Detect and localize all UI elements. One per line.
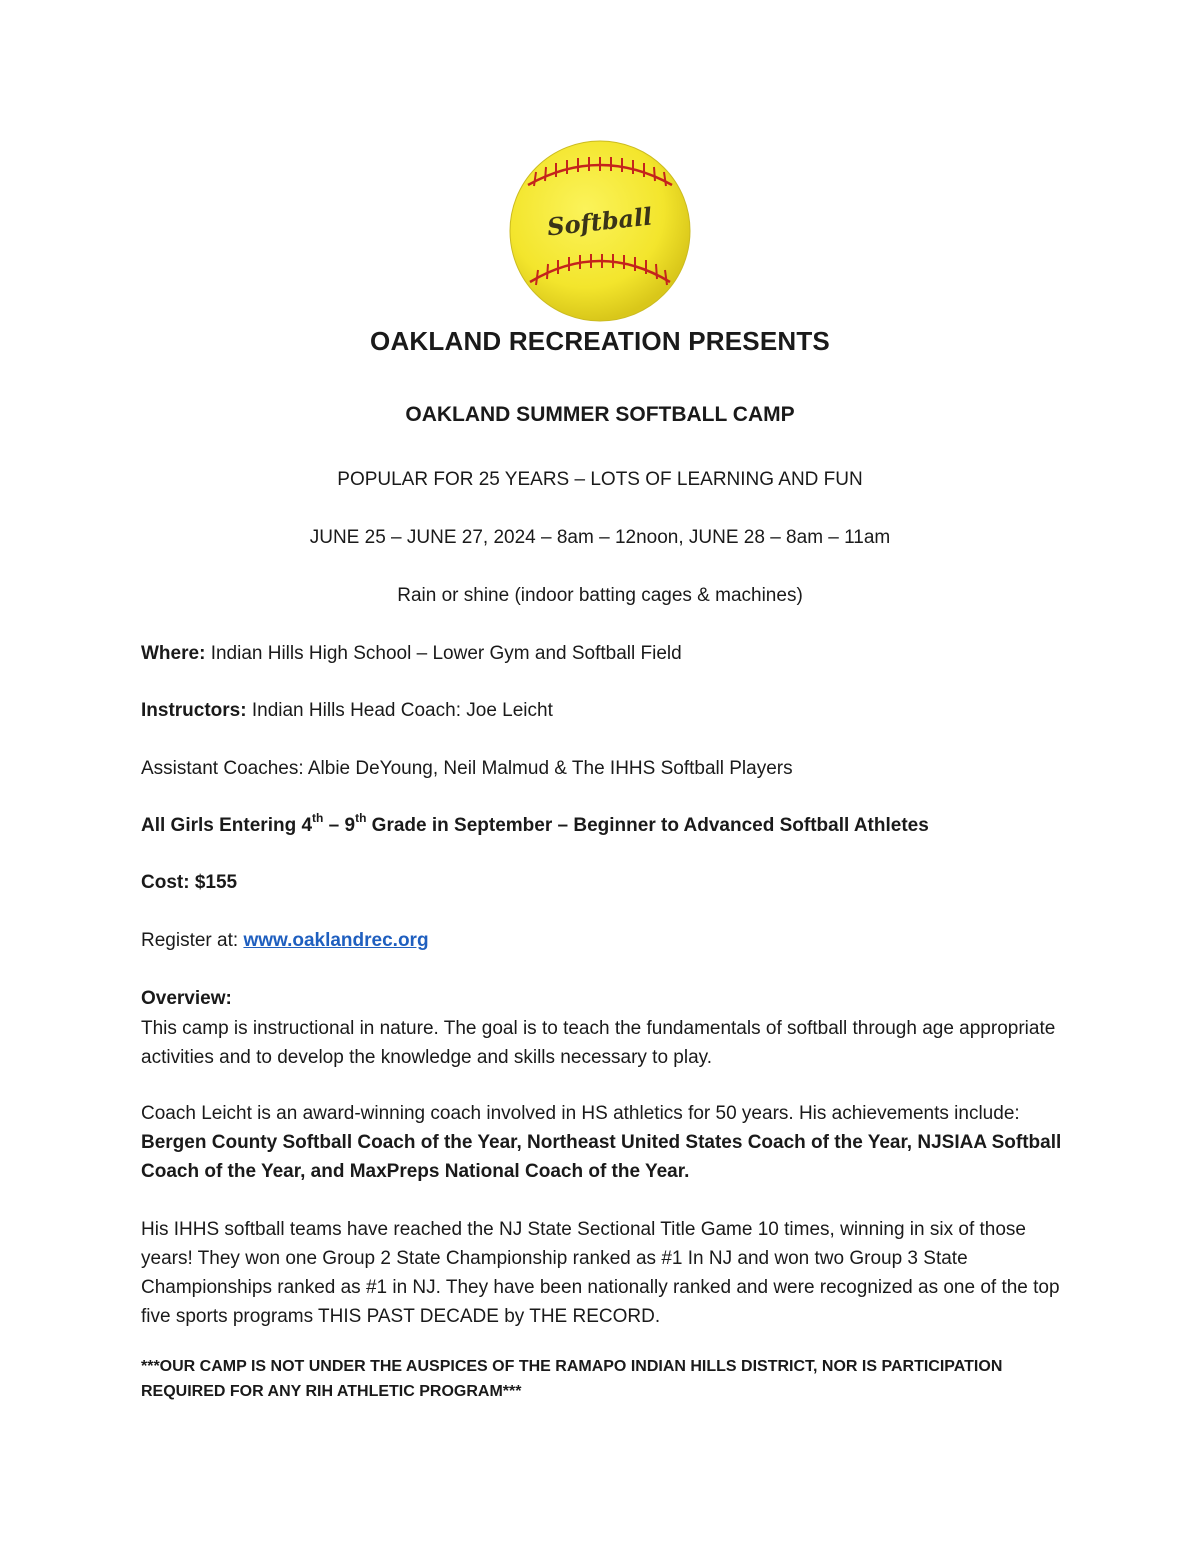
- cost-line: Cost: $155: [141, 872, 238, 893]
- tagline: POPULAR FOR 25 YEARS – LOTS OF LEARNING AND FUN: [337, 469, 863, 490]
- register-label: Register at:: [141, 930, 244, 951]
- assistant-coaches: Assistant Coaches: Albie DeYoung, Neil Malmud & The IHHS Softball Players: [141, 758, 793, 779]
- eligibility-sup-2: th: [355, 810, 367, 825]
- eligibility-sup-1: th: [312, 810, 324, 825]
- coach-intro-text: Coach Leicht is an award-winning coach involved in HS athletics for 50 years. His achievements include:: [141, 1103, 1020, 1124]
- overview-paragraph-2: [141, 1099, 1071, 1186]
- disclaimer: ***OUR CAMP IS NOT UNDER THE AUSPICES OF THE RAMAPO INDIAN HILLS DISTRICT, NOR IS PARTICIPATION REQUIRED FOR ANY RIH ATHLETIC PROGRAM***: [141, 1358, 1003, 1400]
- overview-heading: Overview:: [141, 988, 232, 1009]
- camp-title: OAKLAND SUMMER SOFTBALL CAMP: [405, 403, 795, 426]
- camp-dates: JUNE 25 – JUNE 27, 2024 – 8am – 12noon, JUNE 28 – 8am – 11am: [309, 527, 891, 548]
- instructors-label: Instructors:: [141, 700, 247, 721]
- eligibility-line: [141, 810, 1071, 837]
- overview-paragraph-1: This camp is instructional in nature. The goal is to teach the fundamentals of softball through age appropriate activities and to develop the knowledge and skills necessary to play.: [141, 1018, 1056, 1068]
- overview-paragraph-3: His IHHS softball teams have reached the NJ State Sectional Title Game 10 times, winning in six of those years! They won one Group 2 State Championship ranked as #1 In NJ and won two Group 3 State Championships ranked as #1 in NJ. They have been nationally ranked and were recognized as one of the top five sports programs THIS PAST DECADE by THE RECORD.: [141, 1219, 1060, 1327]
- instructors-line: [141, 700, 1071, 722]
- where-value: Indian Hills High School – Lower Gym and Softball Field: [210, 643, 682, 664]
- eligibility-text-3: Grade in September – Beginner to Advanced Softball Athletes: [366, 815, 929, 836]
- softball-logo-text: Softball: [545, 201, 654, 242]
- instructors-value: Indian Hills Head Coach: Joe Leicht: [251, 700, 553, 721]
- softball-logo: [500, 140, 700, 325]
- register-line: [141, 930, 1071, 952]
- eligibility-text-2: – 9: [323, 815, 356, 836]
- eligibility-text-1: All Girls Entering 4: [141, 815, 313, 836]
- coach-achievements: Bergen County Softball Coach of the Year, Northeast United States Coach of the Year, NJSIAA Softball Coach of the Year, and MaxPreps National Coach of the Year.: [141, 1132, 1062, 1182]
- register-link[interactable]: www.oaklandrec.org: [243, 930, 429, 951]
- page-title: OAKLAND RECREATION PRESENTS: [370, 326, 830, 356]
- where-label: Where:: [141, 643, 206, 664]
- weather-note: Rain or shine (indoor batting cages & machines): [397, 585, 803, 606]
- where-line: [141, 643, 1071, 665]
